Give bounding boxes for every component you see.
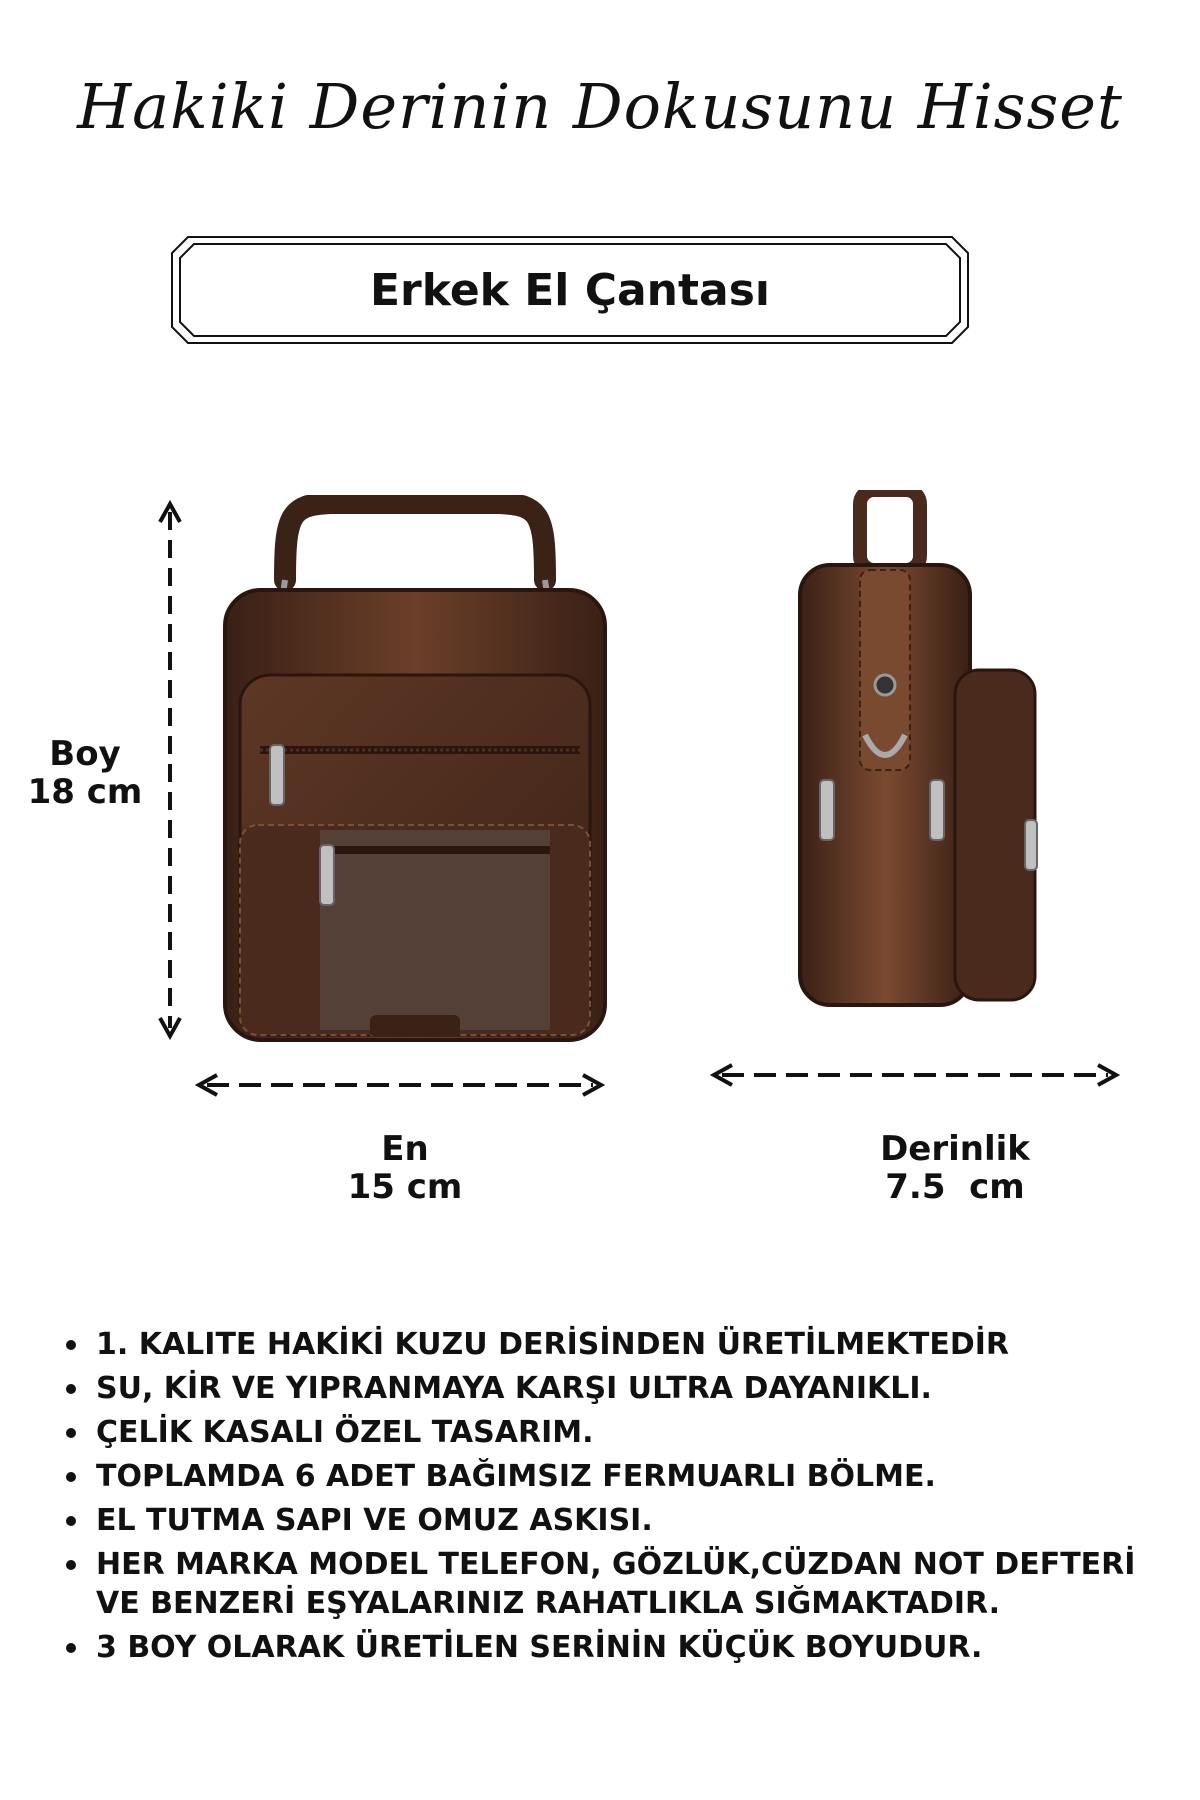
product-title: Erkek El Çantası: [369, 264, 771, 316]
feature-item: EL TUTMA SAPI VE OMUZ ASKISI.: [60, 1501, 1170, 1540]
product-title-frame: [170, 235, 970, 345]
width-dimension-arrow: [195, 1070, 605, 1100]
depth-label-value: 7.5 cm: [885, 1167, 1025, 1207]
slogan-script-title: Hakiki Derinin Dokusunu Hisset: [77, 70, 1123, 143]
width-label-name: En: [381, 1129, 429, 1169]
bag-side-view: [780, 490, 1050, 1030]
height-dimension-arrow: [155, 500, 185, 1040]
feature-item: TOPLAMDA 6 ADET BAĞIMSIZ FERMUARLI BÖLME.: [60, 1457, 1170, 1496]
width-label: [320, 1130, 490, 1206]
feature-item: ÇELİK KASALI ÖZEL TASARIM.: [60, 1413, 1170, 1452]
feature-item: HER MARKA MODEL TELEFON, GÖZLÜK,CÜZDAN NOT DEFTERİ VE BENZERİ EŞYALARINIZ RAHATLIKLA SIĞMAKTADIR.: [60, 1545, 1170, 1623]
height-label-name: Boy: [49, 734, 121, 774]
width-label-value: 15 cm: [347, 1167, 463, 1207]
depth-label-name: Derinlik: [880, 1129, 1030, 1169]
depth-dimension-arrow: [710, 1060, 1120, 1090]
feature-item: 3 BOY OLARAK ÜRETİLEN SERİNİN KÜÇÜK BOYUDUR.: [60, 1628, 1170, 1667]
feature-list: [60, 1325, 1170, 1672]
bag-front-view: [210, 495, 620, 1055]
height-label: [20, 735, 150, 811]
feature-item: SU, KİR VE YIPRANMAYA KARŞI ULTRA DAYANIKLI.: [60, 1369, 1170, 1408]
depth-label: [850, 1130, 1060, 1206]
feature-item: 1. KALITE HAKİKİ KUZU DERİSİNDEN ÜRETİLMEKTEDİR: [60, 1325, 1170, 1364]
height-label-value: 18 cm: [27, 772, 143, 812]
